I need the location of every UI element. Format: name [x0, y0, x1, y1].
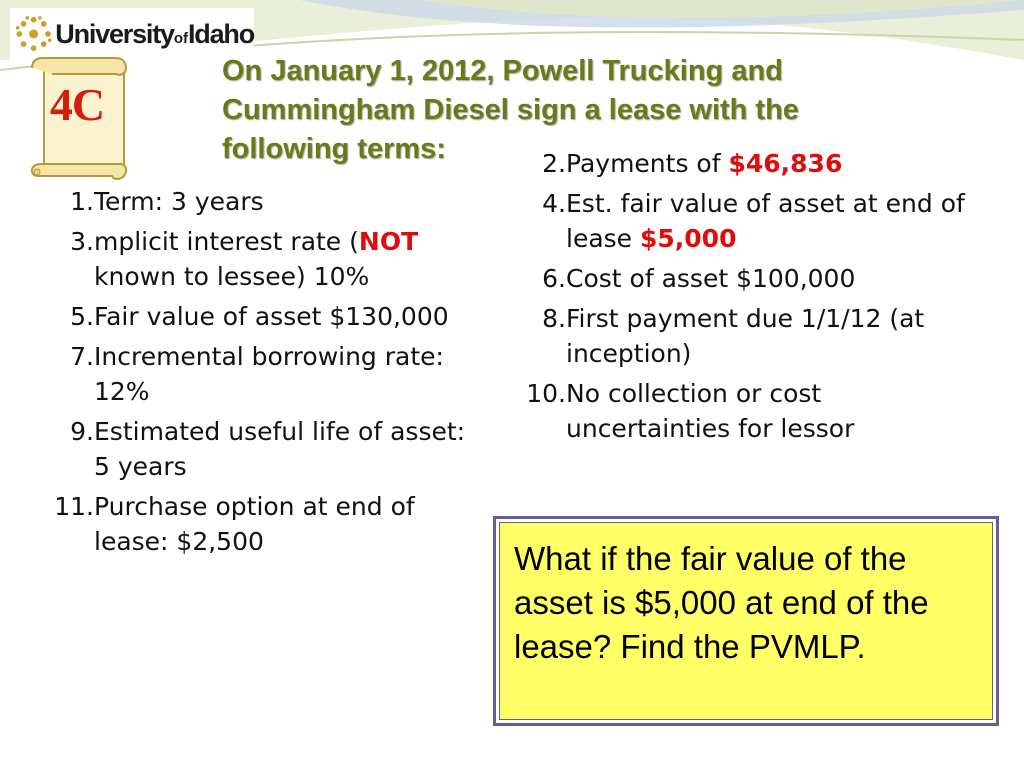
item-text: [538, 186, 978, 256]
lease-terms-left-list: [54, 184, 466, 564]
item-number: 2.: [542, 149, 566, 178]
item-text: [66, 224, 466, 294]
logo-word-of: of: [173, 29, 188, 47]
item-text: Estimated useful life of asset: 5 years: [94, 417, 466, 481]
list-item: [538, 146, 978, 181]
list-item: [538, 261, 978, 296]
item-text: No collection or cost uncertainties for lessor: [566, 379, 855, 443]
item-number: 10.: [526, 379, 566, 408]
list-item: [526, 376, 978, 446]
item-text-highlight: $46,836: [728, 149, 843, 178]
item-number: 6.: [542, 264, 566, 293]
item-number: 11.: [54, 492, 94, 521]
item-text-highlight: NOT: [358, 227, 419, 256]
item-number: 9.: [70, 417, 94, 446]
sunburst-logo-icon: [14, 12, 53, 56]
item-text: Term: 3 years: [94, 187, 264, 216]
list-item: [66, 184, 466, 219]
item-text-post: known to lessee) 10%: [94, 262, 370, 291]
item-text: Cost of asset $100,000: [566, 264, 856, 293]
list-item: [54, 489, 466, 559]
item-text: Incremental borrowing rate: 12%: [94, 342, 444, 406]
list-item: [66, 224, 466, 294]
item-text: Purchase option at end of lease: $2,500: [94, 492, 415, 556]
logo-wordmark: [55, 19, 254, 50]
item-number: 5.: [70, 302, 94, 331]
slide-title: On January 1, 2012, Powell Trucking and Cummingham Diesel sign a lease with the following terms:: [222, 55, 799, 165]
item-text-highlight: $5,000: [640, 224, 737, 253]
list-item: [66, 339, 466, 409]
lease-terms-right-list: [526, 146, 978, 451]
list-item: [66, 414, 466, 484]
item-text: First payment due 1/1/12 (at inception): [566, 304, 925, 368]
item-number: 3.: [70, 227, 94, 256]
logo-word-university: University: [55, 18, 174, 49]
question-callout-box: [493, 516, 999, 726]
item-text-pre: Est. fair value of asset at end of lease: [566, 189, 965, 253]
list-item: [538, 186, 978, 256]
item-text-pre: mplicit interest rate (: [94, 227, 359, 256]
item-number: 8.: [542, 304, 566, 333]
item-text-pre: Payments of: [566, 149, 729, 178]
question-callout-text: What if the fair value of the asset is $5,000 at end of the lease? Find the PVMLP.: [499, 522, 993, 720]
item-number: 4.: [542, 189, 566, 218]
list-item: [538, 301, 978, 371]
item-number: 7.: [70, 342, 94, 371]
slide-badge-label: 4C: [49, 79, 105, 130]
item-text: [538, 146, 978, 181]
item-text: Fair value of asset $130,000: [94, 302, 449, 331]
item-number: 1.: [70, 187, 94, 216]
list-item: [66, 299, 466, 334]
logo-word-idaho: Idaho: [188, 18, 254, 49]
